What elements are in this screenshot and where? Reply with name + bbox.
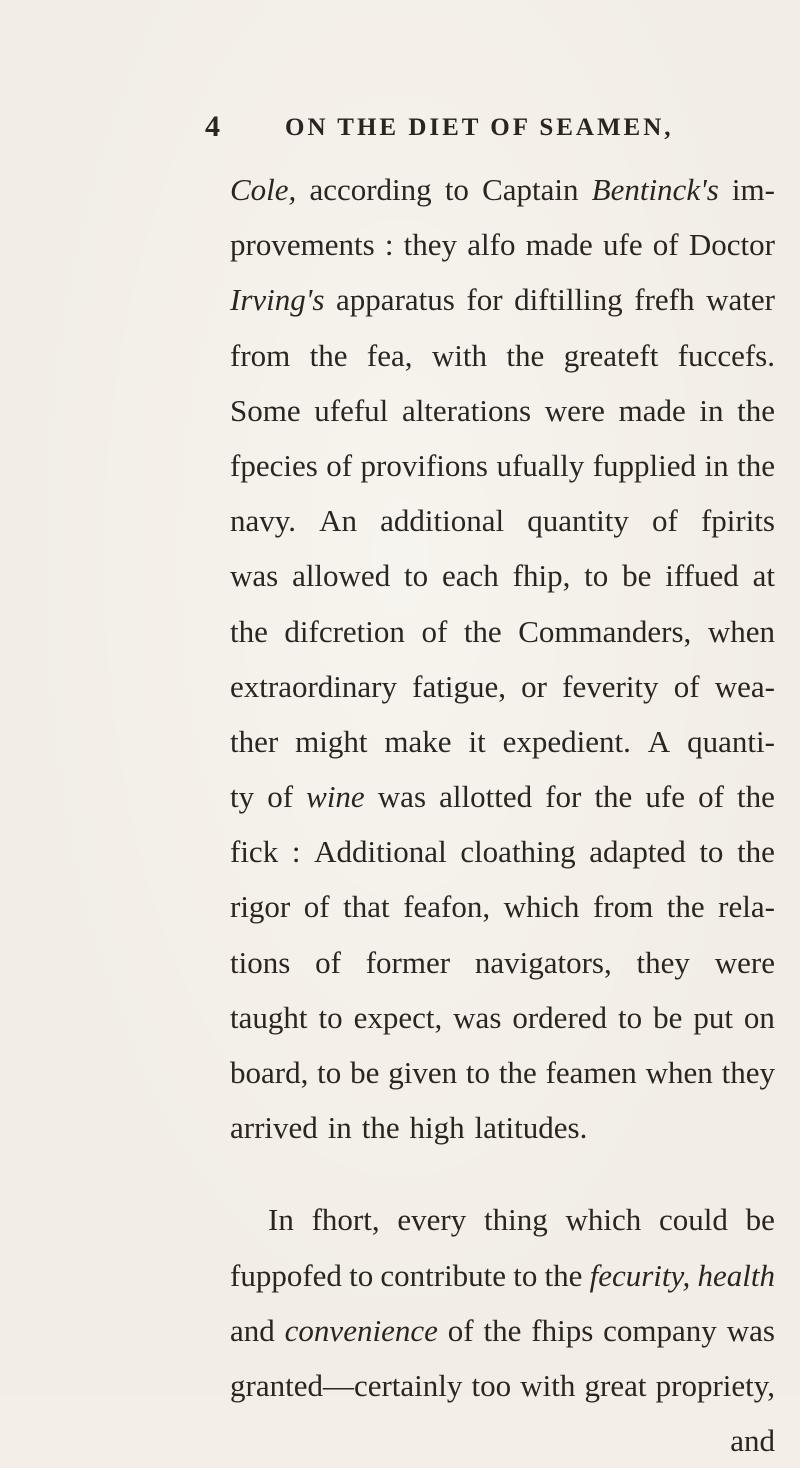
word: im- [731, 172, 775, 207]
text-line [230, 935, 775, 990]
word: to [404, 558, 429, 594]
word: to [444, 172, 469, 207]
word: ufe [603, 227, 643, 263]
text-line [230, 1358, 775, 1413]
word: expedient. [502, 723, 631, 759]
word: on [743, 999, 775, 1035]
word: in [704, 447, 729, 483]
word: wine [306, 779, 365, 815]
word: thing [483, 1202, 548, 1238]
word: the [309, 337, 348, 373]
word: to [699, 834, 724, 870]
word: the [666, 889, 705, 925]
word: of [326, 447, 353, 483]
word: allowed [292, 558, 391, 594]
word: to [618, 999, 643, 1035]
text-line [230, 769, 775, 824]
word: the [506, 337, 545, 373]
word: water [706, 282, 775, 318]
text-line [230, 604, 775, 659]
paragraph-gap [230, 1155, 775, 1192]
word: was [453, 999, 502, 1035]
paragraph-2 [230, 1192, 775, 1468]
text-line [230, 493, 775, 548]
word: Commanders, [518, 613, 692, 649]
word: A [647, 723, 671, 759]
word: was [377, 779, 427, 815]
text-line [230, 438, 775, 493]
word: every [397, 1202, 467, 1238]
word: company [603, 1312, 717, 1348]
word: of [651, 503, 678, 539]
word: of [652, 227, 679, 263]
word: the [737, 447, 775, 483]
word: allotted [439, 779, 533, 815]
word: put [693, 999, 733, 1035]
word: of [315, 944, 341, 980]
word: quanti- [687, 723, 775, 759]
word: An [319, 503, 358, 539]
page-header [205, 110, 725, 150]
word: that [343, 889, 390, 925]
word: ordered [512, 999, 608, 1035]
body-text [230, 162, 775, 1468]
word: they [403, 227, 458, 263]
word: provifions [360, 447, 488, 483]
word: adapted [589, 834, 686, 870]
word: provements [230, 227, 375, 263]
word: the [737, 834, 775, 870]
word: and [230, 1312, 275, 1348]
word: of [421, 613, 448, 649]
word: navigators, [474, 944, 612, 980]
word: of [303, 889, 330, 925]
word: make [384, 723, 452, 759]
word: navy. [230, 503, 296, 539]
word: the [737, 779, 775, 815]
word: fuppofed [230, 1257, 342, 1293]
word: to [349, 1257, 374, 1293]
word: : [291, 834, 301, 870]
word: cloathing [460, 834, 576, 870]
word: to [465, 1055, 491, 1090]
word: Additional [314, 834, 447, 870]
word: former [365, 944, 451, 980]
word: the [594, 779, 633, 815]
word: each [442, 558, 499, 594]
word: fatigue, [412, 668, 506, 704]
word: might [295, 723, 368, 759]
text-line [230, 1248, 775, 1303]
word: Captain [482, 172, 579, 207]
text-line [230, 1413, 775, 1468]
word: alterations [401, 392, 532, 428]
word: fhips [531, 1312, 594, 1348]
text-line [230, 659, 775, 714]
word: fecurity, [589, 1257, 691, 1293]
word: too [471, 1367, 512, 1403]
running-head: ON THE DIET OF SEAMEN, [285, 114, 674, 141]
word: the [498, 1055, 537, 1090]
word: ufually [496, 447, 585, 483]
text-line [230, 824, 775, 879]
word: with [431, 337, 488, 373]
text-line [230, 1303, 775, 1358]
word: given [388, 1055, 458, 1090]
text-line [230, 383, 775, 438]
word: be [745, 1202, 775, 1238]
word: were [544, 392, 605, 428]
word: of [267, 779, 294, 815]
word: granted—certainly [230, 1367, 463, 1403]
word: fuccefs. [677, 337, 775, 373]
word: ufe [645, 779, 685, 815]
word: the [463, 613, 502, 649]
word: convenience [284, 1312, 438, 1348]
word: great [584, 1367, 647, 1403]
word: be [653, 999, 683, 1035]
word: feafon, [403, 889, 491, 925]
word: the [737, 392, 775, 428]
word: latitudes. [474, 1110, 588, 1146]
word: Doctor [688, 227, 775, 263]
text-line [230, 162, 775, 217]
text-line [230, 1100, 775, 1155]
word: they [636, 944, 690, 980]
word: they [721, 1055, 775, 1090]
word: ufeful [314, 392, 389, 428]
word: wea- [714, 668, 775, 704]
word: additional [380, 503, 505, 539]
word: be [622, 558, 652, 594]
word: fpecies [230, 447, 318, 483]
word: alfo [467, 227, 516, 263]
word: was [726, 1312, 775, 1348]
word: of [698, 779, 724, 815]
word: or [521, 668, 547, 704]
word: was [230, 558, 279, 594]
word: to [317, 1055, 342, 1090]
word: made [525, 227, 593, 263]
word: Some [230, 392, 301, 428]
word: In [268, 1202, 294, 1238]
word: Bentinck's [591, 172, 719, 207]
word: greateft [563, 337, 659, 373]
word: fpirits [700, 503, 775, 539]
text-line [230, 1192, 775, 1247]
word: expect, [353, 999, 443, 1035]
word: feverity [562, 668, 659, 704]
word: the [230, 613, 268, 649]
text-line [230, 548, 775, 603]
word: it [468, 723, 486, 759]
word: diftilling [514, 282, 623, 318]
word: for [466, 282, 503, 318]
word: in [699, 392, 724, 428]
word: frefh [634, 282, 695, 318]
page-number: 4 [205, 110, 220, 143]
text-line [230, 714, 775, 769]
text-line [230, 328, 775, 383]
word: in [327, 1110, 352, 1146]
word: fick [230, 834, 279, 870]
word: the [544, 1257, 583, 1293]
word: extraordinary [230, 668, 397, 704]
word: made [618, 392, 686, 428]
word: of [447, 1312, 474, 1348]
word: for [545, 779, 582, 815]
text-line [230, 879, 775, 934]
word: from [230, 337, 291, 373]
word: and [730, 1423, 775, 1459]
word: to [584, 558, 609, 594]
word: iffued [665, 558, 739, 594]
word: quantity [527, 503, 629, 539]
word: of [673, 668, 700, 704]
word: arrived [230, 1110, 318, 1146]
text-line [230, 1045, 775, 1100]
word: contribute [380, 1257, 507, 1293]
word: propriety, [655, 1367, 775, 1403]
text-line [230, 990, 775, 1045]
word: high [409, 1110, 465, 1146]
word: health [697, 1257, 775, 1293]
word: which [565, 1202, 642, 1238]
word: rigor [230, 889, 291, 925]
word: tions [230, 944, 291, 980]
word: be [350, 1055, 380, 1090]
word: at [752, 558, 775, 594]
word: were [714, 944, 775, 980]
word: the [483, 1312, 522, 1348]
word: from [592, 889, 654, 925]
word: fupplied [592, 447, 697, 483]
word: fhip, [512, 558, 571, 594]
word: ther [230, 723, 279, 759]
word: Irving's [230, 282, 325, 318]
word: fhort, [311, 1202, 380, 1238]
word: apparatus [336, 282, 455, 318]
word: the [361, 1110, 400, 1146]
word: difcretion [284, 613, 405, 649]
word: Cole, [230, 172, 297, 207]
word: when [645, 1055, 713, 1090]
word: when [707, 613, 775, 649]
word: could [659, 1202, 728, 1238]
text-line [230, 272, 775, 327]
word: according [309, 172, 432, 207]
word: fea, [366, 337, 413, 373]
word: to [318, 999, 343, 1035]
word: : [384, 227, 394, 263]
word: taught [230, 999, 308, 1035]
word: with [520, 1367, 576, 1403]
word: rela- [718, 889, 775, 925]
word: board, [230, 1055, 309, 1090]
word: to [513, 1257, 538, 1293]
paragraph-1 [230, 162, 775, 1155]
word: ty [230, 779, 255, 815]
word: which [503, 889, 580, 925]
word: feamen [545, 1055, 637, 1090]
text-line [230, 217, 775, 272]
